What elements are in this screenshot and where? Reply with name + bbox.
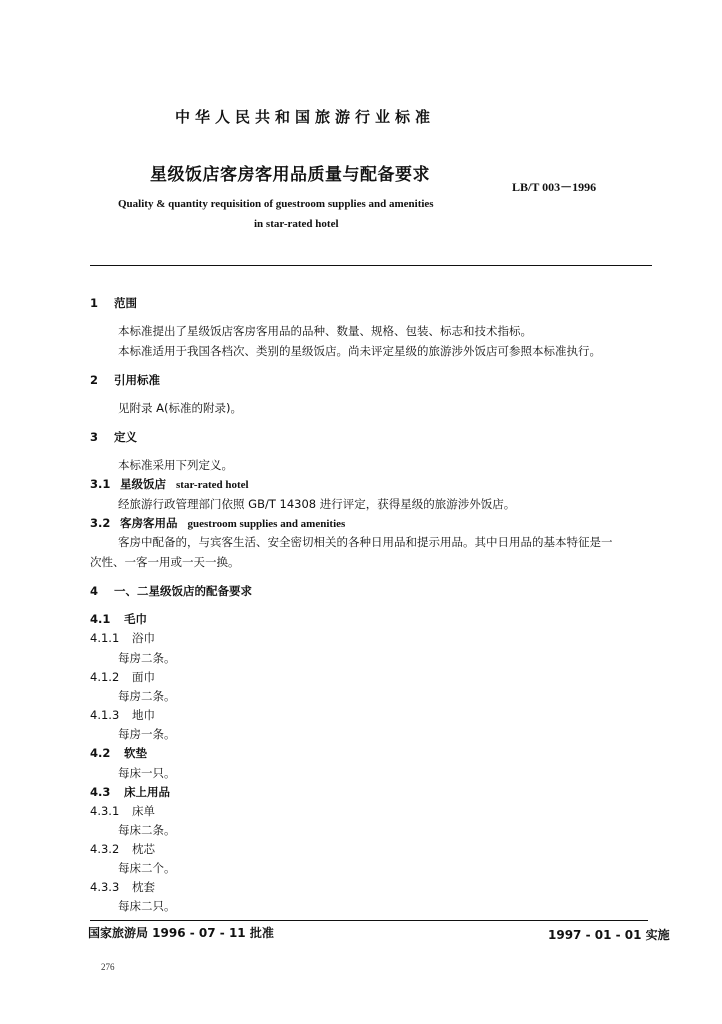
paragraph: 本标准采用下列定义。 <box>118 458 233 472</box>
section-title: 面巾 <box>132 670 155 684</box>
section-number: 4 <box>90 584 99 598</box>
paragraph: 每房二条。 <box>118 651 176 665</box>
section-title: 浴巾 <box>132 631 155 645</box>
paragraph: 本标准适用于我国各档次、类别的星级饭店。尚未评定星级的旅游涉外饭店可参照本标准执行。 <box>118 344 601 358</box>
section-title: 星级饭店 <box>120 477 166 491</box>
section-english-term: guestroom supplies and amenities <box>187 518 346 530</box>
section-number: 4.2 <box>90 746 111 760</box>
standard-code: LB/T 003－1996 <box>512 180 597 194</box>
section-title: 一、二星级饭店的配备要求 <box>114 584 252 598</box>
section-number: 4.3.1 <box>90 804 120 818</box>
section-title: 枕芯 <box>132 842 155 856</box>
section-title: 床单 <box>132 804 155 818</box>
paragraph: 本标准提出了星级饭店客房客用品的品种、数量、规格、包装、标志和技术指标。 <box>118 324 532 338</box>
section-title: 定义 <box>114 430 137 444</box>
section-4-3-heading <box>90 785 170 799</box>
section-4-2-heading <box>90 746 147 760</box>
section-4-1-1-heading <box>90 631 155 645</box>
paragraph: 每床一只。 <box>118 766 176 780</box>
paragraph: 每床二条。 <box>118 823 176 837</box>
section-title: 范围 <box>114 296 137 310</box>
section-4-3-2-heading <box>90 842 155 856</box>
header-divider <box>90 265 652 266</box>
section-number: 4.1.3 <box>90 708 120 722</box>
section-3-2-heading <box>90 516 345 531</box>
section-title: 软垫 <box>124 746 147 760</box>
section-4-1-heading <box>90 612 147 626</box>
section-4-heading <box>90 584 252 598</box>
section-number: 4.3 <box>90 785 111 799</box>
paragraph: 客房中配备的，与宾客生活、安全密切相关的各种日用品和提示用品。其中日用品的基本特征是一 <box>118 535 613 549</box>
issuing-organization-title: 中华人民共和国旅游行业标准 <box>174 108 435 126</box>
section-number: 3 <box>90 430 99 444</box>
section-number: 1 <box>90 296 99 310</box>
section-title: 枕套 <box>132 880 155 894</box>
section-english-term: star-rated hotel <box>176 479 249 491</box>
section-3-1-heading <box>90 477 249 492</box>
section-3-heading <box>90 430 137 444</box>
section-title: 客房客用品 <box>120 516 178 530</box>
paragraph: 每床二个。 <box>118 861 176 875</box>
section-1-heading <box>90 296 137 310</box>
section-4-1-3-heading <box>90 708 155 722</box>
section-number: 3.2 <box>90 516 111 530</box>
paragraph: 每房一条。 <box>118 727 176 741</box>
section-2-heading <box>90 373 160 387</box>
section-title: 毛巾 <box>124 612 147 626</box>
paragraph: 每房二条。 <box>118 689 176 703</box>
section-number: 4.3.2 <box>90 842 120 856</box>
document-title: 星级饭店客房客用品质量与配备要求 <box>150 165 430 185</box>
english-title-line-1: Quality & quantity requisition of guestroom supplies and amenities <box>118 198 434 210</box>
section-4-3-1-heading <box>90 804 155 818</box>
section-number: 2 <box>90 373 99 387</box>
effective-date: 1997 - 01 - 01 实施 <box>548 928 670 942</box>
footer-divider <box>90 920 648 921</box>
paragraph: 每床二只。 <box>118 899 176 913</box>
section-4-3-3-heading <box>90 880 155 894</box>
section-title: 引用标准 <box>114 373 160 387</box>
section-number: 4.3.3 <box>90 880 120 894</box>
paragraph: 见附录 A(标准的附录)。 <box>118 401 242 415</box>
section-4-1-2-heading <box>90 670 155 684</box>
paragraph: 次性、一客一用或一天一换。 <box>90 555 240 569</box>
section-number: 4.1.1 <box>90 631 120 645</box>
section-title: 地巾 <box>132 708 155 722</box>
section-title: 床上用品 <box>124 785 170 799</box>
section-number: 3.1 <box>90 477 111 491</box>
approval-date: 国家旅游局 1996 - 07 - 11 批准 <box>88 926 274 940</box>
page-number: 276 <box>101 962 115 972</box>
section-number: 4.1 <box>90 612 111 626</box>
section-number: 4.1.2 <box>90 670 120 684</box>
english-title-line-2: in star-rated hotel <box>254 218 339 230</box>
paragraph: 经旅游行政管理部门依照 GB/T 14308 进行评定，获得星级的旅游涉外饭店。 <box>118 497 516 511</box>
